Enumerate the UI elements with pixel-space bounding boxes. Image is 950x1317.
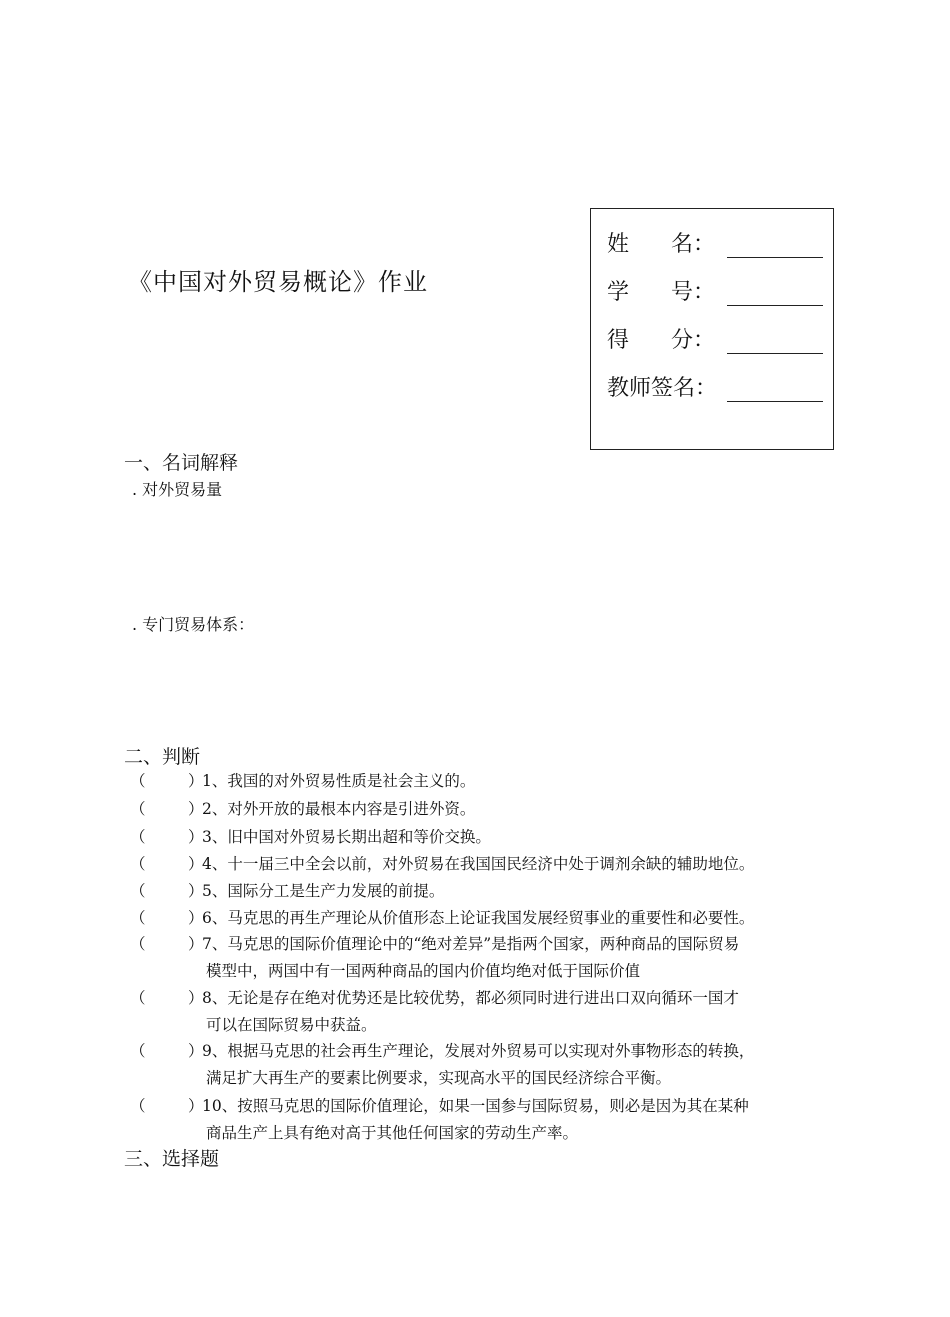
- answer-paren-close[interactable]: ）: [188, 800, 204, 818]
- answer-paren-open[interactable]: （: [130, 772, 146, 790]
- answer-paren-close[interactable]: ）: [188, 935, 204, 953]
- student-id-blank[interactable]: [727, 305, 823, 306]
- teacher-signature-blank[interactable]: [727, 401, 823, 402]
- answer-paren-close[interactable]: ）: [188, 909, 204, 927]
- teacher-signature-label: 教师签名：: [607, 376, 718, 401]
- name-blank[interactable]: [727, 257, 823, 258]
- question-text: 6、马克思的再生产理论从价值形态上论证我国发展经贸事业的重要性和必要性。: [202, 909, 755, 927]
- answer-paren-close[interactable]: ）: [188, 989, 204, 1007]
- question-text-continued: 模型中，两国中有一国两种商品的国内价值均绝对低于国际价值: [206, 962, 641, 980]
- answer-paren-open[interactable]: （: [130, 828, 146, 846]
- question-text: 2、对外开放的最根本内容是引进外资。: [202, 800, 476, 818]
- question-text: 5、国际分工是生产力发展的前提。: [202, 882, 445, 900]
- answer-paren-open[interactable]: （: [130, 909, 146, 927]
- question-text: 4、十一届三中全会以前，对外贸易在我国国民经济中处于调剂余缺的辅助地位。: [202, 855, 755, 873]
- student-id-label: 学 号：: [607, 280, 715, 305]
- section-heading-true-false: 二、判断: [124, 746, 201, 768]
- answer-paren-open[interactable]: （: [130, 1042, 146, 1060]
- answer-paren-open[interactable]: （: [130, 989, 146, 1007]
- answer-paren-open[interactable]: （: [130, 855, 146, 873]
- definition-item: . 专门贸易体系：: [132, 615, 255, 634]
- question-text: 1、我国的对外贸易性质是社会主义的。: [202, 772, 476, 790]
- question-text: 7、马克思的国际价值理论中的“绝对差异”是指两个国家，两种商品的国际贸易: [202, 935, 740, 953]
- answer-paren-close[interactable]: ）: [188, 828, 204, 846]
- answer-paren-open[interactable]: （: [130, 882, 146, 900]
- student-info-box: [590, 208, 834, 450]
- name-label: 姓 名：: [607, 232, 715, 257]
- score-row: [607, 323, 827, 355]
- teacher-signature-row: [607, 371, 827, 403]
- definition-item: . 对外贸易量: [132, 480, 223, 499]
- score-label: 得 分：: [607, 328, 715, 353]
- score-blank[interactable]: [727, 353, 823, 354]
- question-text: 10、按照马克思的国际价值理论，如果一国参与国际贸易，则必是因为其在某种: [202, 1097, 749, 1115]
- student-id-row: [607, 275, 827, 307]
- name-row: [607, 227, 827, 259]
- section-heading-multiple-choice: 三、选择题: [124, 1148, 220, 1170]
- answer-paren-close[interactable]: ）: [188, 1042, 204, 1060]
- question-text-continued: 满足扩大再生产的要素比例要求，实现高水平的国民经济综合平衡。: [206, 1069, 672, 1087]
- answer-paren-close[interactable]: ）: [188, 882, 204, 900]
- section-heading-definitions: 一、名词解释: [124, 452, 239, 474]
- answer-paren-open[interactable]: （: [130, 1097, 146, 1115]
- answer-paren-close[interactable]: ）: [188, 1097, 204, 1115]
- question-text-continued: 可以在国际贸易中获益。: [206, 1016, 377, 1034]
- answer-paren-close[interactable]: ）: [188, 855, 204, 873]
- question-text-continued: 商品生产上具有绝对高于其他任何国家的劳动生产率。: [206, 1124, 579, 1142]
- answer-paren-close[interactable]: ）: [188, 772, 204, 790]
- answer-paren-open[interactable]: （: [130, 800, 146, 818]
- question-text: 3、旧中国对外贸易长期出超和等价交换。: [202, 828, 491, 846]
- question-text: 8、无论是存在绝对优势还是比较优势，都必须同时进行进出口双向循环一国才: [202, 989, 739, 1007]
- question-text: 9、根据马克思的社会再生产理论，发展对外贸易可以实现对外事物形态的转换，: [202, 1042, 755, 1060]
- answer-paren-open[interactable]: （: [130, 935, 146, 953]
- document-title: 《中国对外贸易概论》作业: [128, 268, 428, 296]
